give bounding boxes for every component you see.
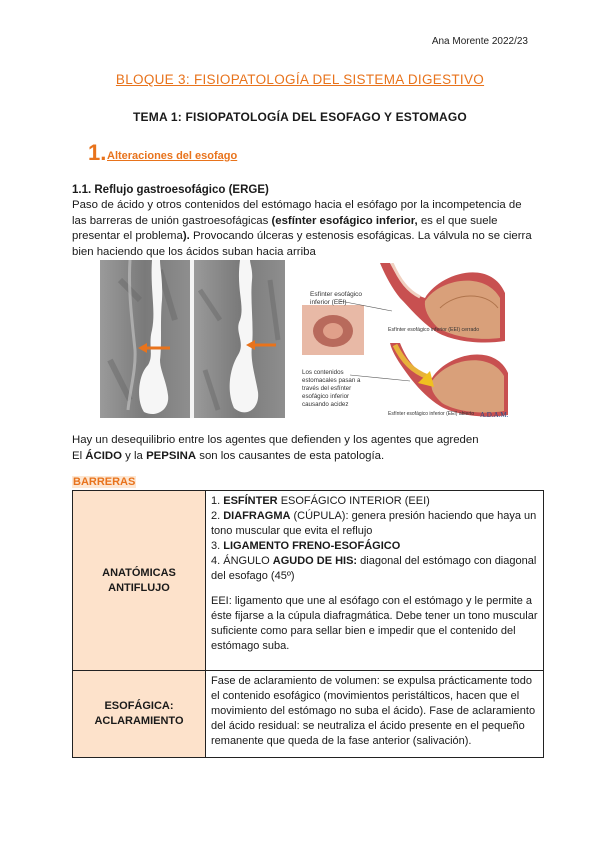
item3-num: 3. (211, 540, 224, 552)
item2-bold: DIAFRAGMA (223, 510, 291, 522)
reflux-diagram (300, 263, 510, 421)
row-label-anatomicas (73, 491, 206, 671)
table-row (73, 671, 544, 758)
item1-bold: ESFÍNTER (223, 495, 278, 507)
para2-text-4: son los causantes de esta patología. (196, 449, 385, 462)
xray-image (100, 260, 285, 418)
author-header: Ana Morente 2022/23 (431, 36, 528, 47)
row2-label-line-2: ACLARAMIENTO (94, 715, 184, 727)
list-item (211, 554, 538, 584)
item3-bold: LIGAMENTO FRENO-ESOFÁGICO (223, 540, 401, 552)
row1-label-line-2: ANTIFLUJO (108, 581, 170, 594)
para2-bold-pepsina: PEPSINA (146, 449, 197, 462)
list-item (211, 539, 538, 554)
para2-line-2 (72, 449, 542, 465)
para2-bold-acido: ÁCIDO (85, 449, 122, 462)
barriers-table (72, 490, 544, 758)
list-item (211, 509, 538, 539)
item4-bold: AGUDO DE HIS: (272, 555, 358, 567)
item4-rest: diagonal del estómago con diagonal del esofago (45º) (211, 555, 537, 582)
para1-text-2: es el que suele presentar el problema (72, 214, 498, 243)
label-contents: Los contenidos estomacales pasan a través del esfínter esofágico inferior causando acidez (302, 369, 361, 408)
barreras-label: BARRERAS (73, 476, 136, 488)
para1-bold-1: (esfínter esofágico inferior, (271, 214, 418, 227)
item2-num: 2. (211, 510, 224, 522)
item4-num: 4. ÁNGULO (211, 555, 273, 567)
para1-bold-2: ). (182, 230, 190, 243)
adam-logo: A.D.A.M. (480, 411, 509, 419)
erge-paragraph (72, 198, 532, 260)
para1-text-3: Provocando úlceras y estenosis esofágicas. La válvula no se cierra bien haciendo que los ácidos suban hacia arriba (72, 230, 532, 258)
row1-label-line-1: ANATÓMICAS (102, 566, 176, 579)
item1-rest: ESOFÁGICO INTERIOR (EEI) (277, 495, 430, 507)
subsection-title: 1.1. Reflujo gastroesofágico (ERGE) (72, 184, 269, 196)
para2-text-2: El (72, 449, 86, 462)
item1-num: 1. (211, 495, 224, 507)
section-number: 1. (88, 140, 107, 165)
para1-text-1: Paso de ácido y otros contenidos del estómago hacia el esófago por la incompetencia de las barreras de unión gastroesofágicas (72, 199, 522, 227)
section-title: Alteraciones del esofago (107, 150, 238, 162)
label-eei: Esfínter esofágico inferior (EEI) (310, 291, 363, 306)
row-content-anatomicas (206, 491, 544, 671)
table-row (73, 491, 544, 671)
row-content-esofagica: Fase de aclaramiento de volumen: se expulsa prácticamente todo el contenido esofágico (movimientos peristálticos, hacen que el movimiento del estómago no suba el ácido). Fase de aclaramiento del ácido residual: se neutraliza el ácido presente en el pequeño remanente que queda de la fase anterior (salivación). (206, 671, 544, 758)
para2-text-3: y la (122, 449, 147, 462)
item2-rest: (CÚPULA): genera presión haciendo que haya un tono muscular que evita el reflujo (211, 510, 537, 537)
bloque-title: BLOQUE 3: FISIOPATOLOGÍA DEL SISTEMA DIGESTIVO (115, 72, 485, 87)
label-eei-open: Esfínter esofágico inferior (EEI) abierto (388, 411, 475, 417)
imbalance-paragraph (72, 433, 542, 464)
row2-label-line-1: ESOFÁGICA: (104, 700, 174, 712)
list-item (211, 494, 538, 509)
label-eei-closed: Esfínter esofágico inferior (EEI) cerrado (388, 327, 480, 333)
eei-note: EEI: ligamento que une al esófago con el estómago y le permite a éste fijarse a la cúpula diafragmática. Debe tener un tono muscular suficiente como para sellar bien e impedir que el contenido del estómago suba. (211, 595, 538, 652)
tema-title: TEMA 1: FISIOPATOLOGÍA DEL ESOFAGO Y ESTOMAGO (133, 110, 467, 124)
para2-line-1: Hay un desequilibrio entre los agentes que defienden y los agentes que agreden (72, 434, 479, 446)
row-label-esofagica (73, 671, 206, 758)
